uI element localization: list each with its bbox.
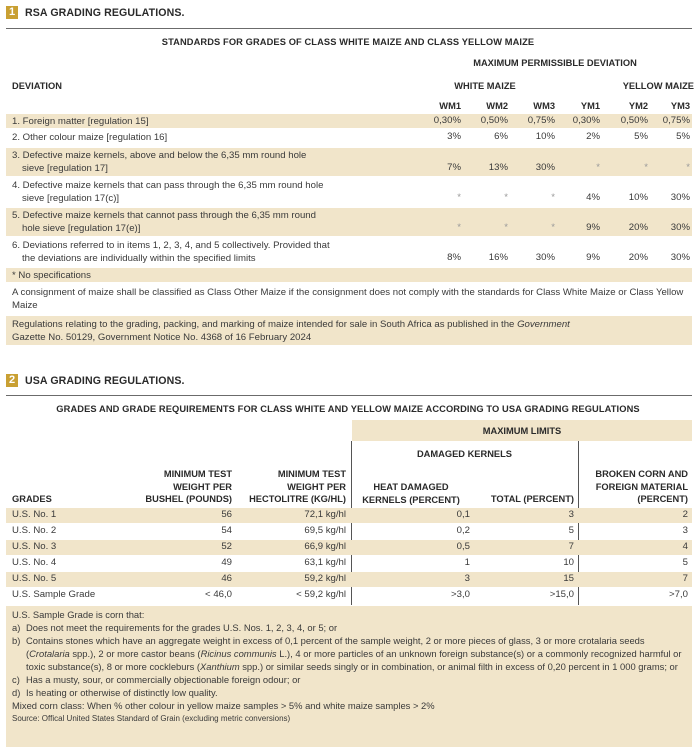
deviation-value-ym1: 4%: [586, 192, 600, 203]
deviation-value-wm1: *: [457, 222, 461, 233]
grade-cell-bushel: < 46,0: [205, 589, 232, 600]
deviation-value-ym2: 10%: [628, 192, 648, 203]
table-title: STANDARDS FOR GRADES OF CLASS WHITE MAIZE AND CLASS YELLOW MAIZE: [161, 37, 535, 47]
column-header-wm3: WM3: [533, 101, 555, 111]
column-header-ym3: YM3: [670, 101, 690, 111]
deviation-description: 6. Deviations referred to in items 1, 2, 3, 4, and 5 collectively. Provided that the deviations are individually within the specified limits: [12, 240, 330, 264]
deviation-value-ym1: 9%: [586, 222, 600, 233]
deviation-value-ym2: 0,50%: [620, 115, 648, 126]
deviation-description: 4. Defective maize kernels that can pass through the 6,35 mm round hole sieve [regulation 17(c)]: [12, 180, 324, 204]
deviation-value-wm3: 30%: [535, 162, 555, 173]
grade-cell-hectolitre: 59,2 kg/hl: [304, 573, 346, 584]
deviation-description: 5. Defective maize kernels that cannot pass through the 6,35 mm round hole sieve [regulation 17(e)]: [12, 210, 316, 234]
grade-cell-hectolitre: 69,5 kg/hl: [304, 525, 346, 536]
grade-cell-broken: 7: [682, 573, 688, 584]
grade-cell-broken: 4: [682, 541, 688, 552]
note-d: d) Is heating or otherwise of distinctly low quality.: [12, 687, 218, 698]
grade-cell-bushel: 52: [221, 541, 232, 552]
broken-corn-header: BROKEN CORN AND FOREIGN MATERIAL (PERCENT): [595, 469, 688, 504]
grades-header: GRADES: [12, 494, 52, 504]
divider: [6, 28, 692, 29]
max-limits-header: MAXIMUM LIMITS: [482, 426, 562, 436]
grade-cell-hectolitre: < 59,2 kg/hl: [296, 589, 346, 600]
grade-cell-heat: 1: [464, 557, 470, 568]
white-maize-header: WHITE MAIZE: [454, 81, 516, 91]
grade-cell-hectolitre: 66,9 kg/hl: [304, 541, 346, 552]
deviation-value-wm2: 13%: [488, 162, 508, 173]
max-deviation-header: MAXIMUM PERMISSIBLE DEVIATION: [473, 58, 637, 68]
note-b: b) Contains stones which have an aggregate weight in excess of 0,1 percent of the sample weight, 2 or more pieces of glass, 3 or more crotalaria seeds (Crotalaria spp.), 2 or more castor beans (Ricinus communis L.), 4 or more particles of an unknown foreign substance(s) or a commonly recognized harmful or toxic substance(s), 8 or more cockleburs (Xanthium spp.) or similar seeds singly or in combination, or animal filth in excess of 0,20 percent in 1 000 grams; or: [12, 635, 682, 672]
grade-cell-grade: U.S. Sample Grade: [12, 589, 96, 600]
divider: [6, 395, 692, 396]
deviation-value-ym3: 30%: [670, 192, 690, 203]
deviation-value-ym3: 30%: [670, 252, 690, 263]
grade-cell-broken: 3: [682, 525, 688, 536]
footnote-no-spec: * No specifications: [12, 270, 91, 281]
grade-cell-total: 5: [568, 525, 574, 536]
deviation-value-wm3: *: [551, 192, 555, 203]
deviation-value-ym2: *: [644, 162, 648, 173]
deviation-value-ym3: *: [686, 162, 690, 173]
grade-cell-bushel: 49: [221, 557, 232, 568]
grade-cell-grade: U.S. No. 2: [12, 525, 57, 536]
section-number-badge: 2: [6, 374, 18, 387]
deviation-value-ym1: *: [596, 162, 600, 173]
grade-cell-total: >15,0: [549, 589, 574, 600]
deviation-value-ym2: 20%: [628, 222, 648, 233]
mixed-corn-note: Mixed corn class: When % other colour in yellow maize samples > 5% and white maize samples > 2%: [12, 700, 435, 711]
table-title: GRADES AND GRADE REQUIREMENTS FOR CLASS WHITE AND YELLOW MAIZE ACCORDING TO USA GRADING REGULATIONS: [56, 404, 640, 414]
note-c: c) Has a musty, sour, or commercially objectionable foreign odour; or: [12, 674, 301, 685]
grade-cell-grade: U.S. No. 5: [12, 573, 57, 584]
gazette-italic: Government: [517, 319, 570, 330]
total-header: TOTAL (PERCENT): [490, 494, 574, 504]
column-header-ym1: YM1: [580, 101, 600, 111]
deviation-value-wm1: 0,30%: [433, 115, 461, 126]
deviation-description: 2. Other colour maize [regulation 16]: [12, 132, 168, 143]
grade-cell-heat: 0,2: [456, 525, 470, 536]
deviation-value-wm1: 3%: [447, 131, 461, 142]
hectolitre-header: MINIMUM TEST WEIGHT PER HECTOLITRE (KG/HL): [249, 469, 346, 504]
section-1-heading: [6, 6, 185, 19]
grade-cell-hectolitre: 72,1 kg/hl: [304, 509, 346, 520]
grade-cell-broken: >7,0: [669, 589, 688, 600]
grade-cell-bushel: 46: [221, 573, 232, 584]
deviation-value-wm3: *: [551, 222, 555, 233]
deviation-description: 1. Foreign matter [regulation 15]: [12, 116, 149, 127]
grade-cell-total: 15: [563, 573, 574, 584]
deviation-value-wm3: 10%: [535, 131, 555, 142]
deviation-value-wm2: 16%: [488, 252, 508, 263]
yellow-maize-header: YELLOW MAIZE: [622, 81, 694, 91]
deviation-value-ym3: 0,75%: [662, 115, 690, 126]
grade-cell-grade: U.S. No. 3: [12, 541, 57, 552]
deviation-value-ym3: 5%: [676, 131, 690, 142]
section-title: RSA GRADING REGULATIONS.: [25, 6, 185, 19]
deviation-value-wm1: 8%: [447, 252, 461, 263]
grade-cell-grade: U.S. No. 4: [12, 557, 57, 568]
grade-cell-total: 10: [563, 557, 574, 568]
section-number-badge: 1: [6, 6, 18, 19]
source-note: Source: Offical United States Standard of Grain (excluding metric conversions): [12, 714, 291, 723]
deviation-value-ym1: 0,30%: [572, 115, 600, 126]
grade-cell-hectolitre: 63,1 kg/hl: [304, 557, 346, 568]
deviation-description: 3. Defective maize kernels, above and below the 6,35 mm round hole sieve [regulation 17]: [12, 150, 307, 174]
column-header-wm1: WM1: [439, 101, 461, 111]
grade-cell-heat: 3: [464, 573, 470, 584]
grade-cell-bushel: 56: [221, 509, 232, 520]
grade-cell-heat: 0,5: [456, 541, 470, 552]
deviation-value-wm2: 0,50%: [480, 115, 508, 126]
bushel-header: MINIMUM TEST WEIGHT PER BUSHEL (POUNDS): [145, 469, 232, 504]
grade-cell-bushel: 54: [221, 525, 232, 536]
regulation-source-note: Regulations relating to the grading, packing, and marking of maize intended for sale in South Africa as published in the Government Gazette No. 50129, Government Notice No. 4368 of 16 February 2024: [12, 319, 570, 343]
damaged-kernels-header: DAMAGED KERNELS: [416, 449, 513, 459]
heat-damaged-header: HEAT DAMAGED KERNELS (PERCENT): [362, 482, 460, 505]
note-a: a) Does not meet the requirements for the grades U.S. Nos. 1, 2, 3, 4, or 5; or: [12, 622, 338, 633]
section-2-heading: [6, 374, 185, 387]
section-title: USA GRADING REGULATIONS.: [25, 374, 185, 387]
deviation-value-ym1: 2%: [586, 131, 600, 142]
deviation-value-wm3: 30%: [535, 252, 555, 263]
class-other-maize-note: A consignment of maize shall be classified as Class Other Maize if the consignment does not comply with the standards for Class White Maize or Class Yellow Maize: [12, 287, 684, 311]
deviation-value-wm2: *: [504, 192, 508, 203]
deviation-value-ym3: 30%: [670, 222, 690, 233]
grade-cell-broken: 5: [682, 557, 688, 568]
grade-cell-total: 3: [568, 509, 574, 520]
deviation-value-ym2: 20%: [628, 252, 648, 263]
deviation-value-wm1: *: [457, 192, 461, 203]
grade-cell-heat: >3,0: [451, 589, 470, 600]
column-header-wm2: WM2: [486, 101, 508, 111]
deviation-header: DEVIATION: [12, 81, 62, 91]
grade-cell-heat: 0,1: [456, 509, 470, 520]
deviation-value-wm2: *: [504, 222, 508, 233]
grade-cell-grade: U.S. No. 1: [12, 509, 57, 520]
deviation-value-wm2: 6%: [494, 131, 508, 142]
deviation-value-ym2: 5%: [634, 131, 648, 142]
deviation-value-wm1: 7%: [447, 162, 461, 173]
grade-cell-broken: 2: [682, 509, 688, 520]
grade-cell-total: 7: [568, 541, 574, 552]
column-header-ym2: YM2: [628, 101, 648, 111]
sample-grade-notes: U.S. Sample Grade is corn that: a) Does not meet the requirements for the grades U.S. Nos. 1, 2, 3, 4, or 5; or b) Contains stones which have an aggregate weight in excess of 0,1 percent of the sample weight, 2 or more pieces of glass, 3 or more crotalaria seeds (Crotalaria spp.), 2 or more castor beans (Ricinus communis L.), 4 or more particles of an unknown foreign substance(s) or a commonly recognized harmful or toxic substance(s), 8 or more cockleburs (Xanthium spp.) or similar seeds singly or in combination, or animal filth in excess of 0,20 percent in 1 000 grams; or c) Has a musty, sour, or commercially objectionable foreign odour; or d) Is heating or otherwise of distinctly low quality. Mixed corn class: When % other colour in yellow maize samples > 5% and white maize samples > 2% Source: Offical United States Standard of Grain (excluding metric conversions): [12, 608, 686, 725]
deviation-value-wm3: 0,75%: [527, 115, 555, 126]
deviation-value-ym1: 9%: [586, 252, 600, 263]
